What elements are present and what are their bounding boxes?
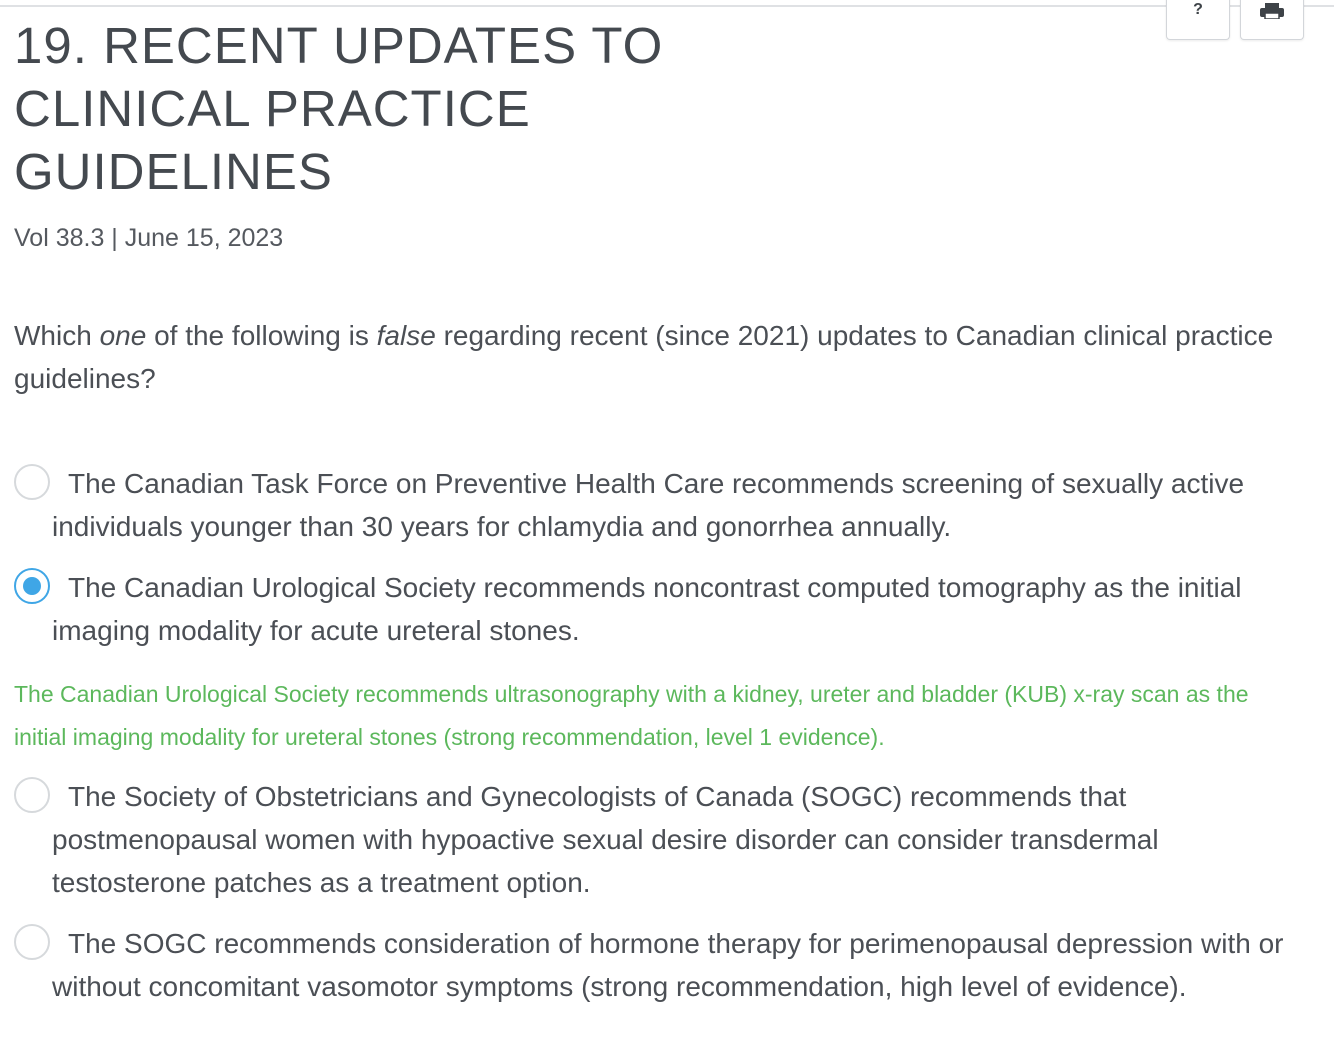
- answer-option-2[interactable]: [14, 566, 1304, 652]
- answer-feedback: The Canadian Urological Society recommends ultrasonography with a kidney, ureter and bladder (KUB) x-ray scan as the initial imaging modality for ureteral stones (strong recommendation, level 1 evidence).: [14, 681, 1249, 750]
- option-label: The Canadian Task Force on Preventive Health Care recommends screening of sexually active individuals younger than 30 years for chlamydia and gonorrhea annually.: [52, 468, 1245, 542]
- radio-button-2[interactable]: [14, 568, 50, 604]
- toolbar: [1166, 0, 1304, 40]
- print-icon: [1259, 3, 1285, 19]
- radio-selected-dot: [23, 577, 41, 595]
- radio-button-3[interactable]: [14, 777, 50, 813]
- issue-meta: Vol 38.3 | June 15, 2023: [14, 224, 284, 252]
- option-label: The Society of Obstetricians and Gynecologists of Canada (SOGC) recommends that postmenopausal women with hypoactive sexual desire disorder can consider transdermal testosterone patches as a treatment option.: [52, 781, 1159, 898]
- print-button[interactable]: [1240, 0, 1304, 40]
- top-divider: [0, 5, 1334, 7]
- help-button[interactable]: [1166, 0, 1230, 40]
- page-title: 19. RECENT UPDATES TO CLINICAL PRACTICE GUIDELINES: [14, 17, 664, 200]
- option-label: The SOGC recommends consideration of hormone therapy for perimenopausal depression with or without concomitant vasomotor symptoms (strong recommendation, high level of evidence).: [52, 928, 1284, 1002]
- question-icon: ?: [1193, 1, 1203, 18]
- radio-button-1[interactable]: [14, 464, 50, 500]
- answer-option-3[interactable]: [14, 775, 1304, 904]
- question-text: Which one of the following is false regarding recent (since 2021) updates to Canadian clinical practice guidelines?: [14, 320, 1274, 394]
- radio-button-4[interactable]: [14, 924, 50, 960]
- option-label: The Canadian Urological Society recommends noncontrast computed tomography as the initial imaging modality for acute ureteral stones.: [52, 572, 1242, 646]
- answer-option-4[interactable]: [14, 922, 1304, 1008]
- answer-option-1[interactable]: [14, 462, 1304, 548]
